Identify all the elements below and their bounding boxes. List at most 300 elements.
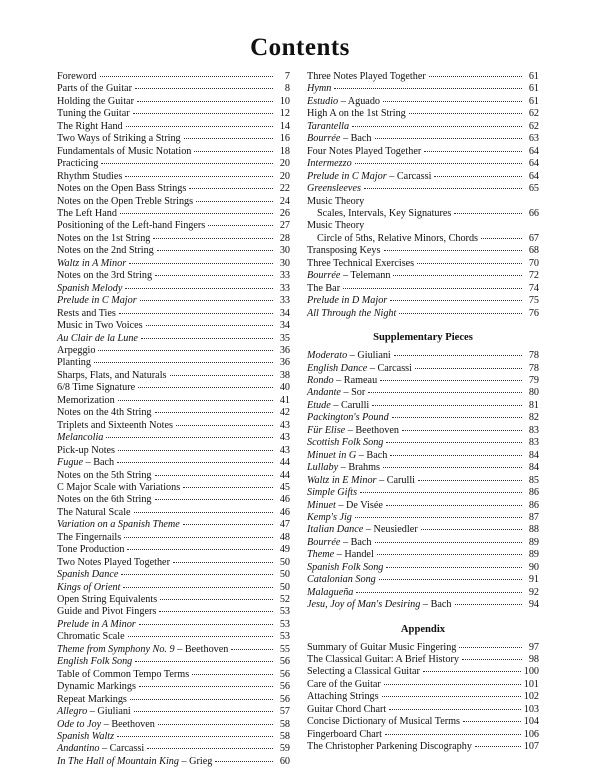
toc-entry-page-number: 33: [279, 282, 290, 294]
toc-entry-title: Three Technical Exercises: [307, 257, 415, 269]
toc-entry: [307, 121, 539, 133]
toc-leader-dots: [118, 400, 273, 401]
toc-entry-page-number: 87: [528, 511, 539, 523]
toc-entry-title: Holding the Guitar: [57, 95, 134, 107]
toc-entry-piece-title: Prelude in C Major: [307, 170, 387, 182]
toc-entry-piece-title: Simple Gifts: [307, 487, 358, 499]
toc-entry-page-number: 65: [528, 183, 539, 195]
toc-entry-title: [57, 569, 118, 581]
toc-entry-composer: – Sor: [340, 387, 366, 399]
toc-entry: [57, 569, 290, 581]
toc-entry: [307, 437, 539, 449]
toc-entry-title: Chromatic Scale: [57, 631, 125, 643]
toc-entry-page-number: 44: [279, 469, 290, 481]
toc-entry-title: [307, 363, 412, 375]
toc-entry-page-number: 70: [528, 257, 539, 269]
toc-entry: [57, 382, 290, 394]
toc-leader-dots: [125, 288, 273, 289]
toc-entry-title: Four Notes Played Together: [307, 145, 422, 157]
toc-entry-title: The Natural Scale: [57, 506, 131, 518]
toc-entry: [57, 507, 290, 519]
toc-entry-page-number: 7: [284, 71, 290, 82]
toc-entry-piece-title: Lullaby: [307, 462, 339, 474]
toc-entry-title: Selecting a Classical Guitar: [307, 666, 420, 678]
toc-entry-title: [307, 587, 353, 599]
toc-entry-title: Parts of the Guitar: [57, 83, 132, 95]
toc-entry-composer: – Aguado: [338, 95, 381, 107]
toc-entry-piece-title: Theme: [307, 549, 335, 561]
toc-entry-composer: – Bach: [340, 133, 372, 145]
toc-entry-page-number: 82: [528, 412, 539, 424]
toc-leader-dots: [192, 674, 273, 675]
toc-entry-page-number: 101: [523, 678, 539, 690]
toc-entry-piece-title: Spanish Melody: [57, 282, 123, 294]
toc-entry-composer: – Carcassi: [367, 362, 412, 374]
toc-entry-title: [307, 437, 383, 449]
toc-entry: [57, 320, 290, 332]
toc-entry: [307, 208, 539, 220]
toc-entry: [57, 594, 290, 606]
toc-leader-dots: [379, 579, 522, 580]
toc-entry-page-number: 89: [528, 549, 539, 561]
toc-leader-dots: [392, 417, 522, 418]
toc-leader-dots: [343, 288, 522, 289]
toc-entry-title: The Christopher Parkening Discography: [307, 741, 472, 753]
toc-entry-page-number: 14: [279, 120, 290, 132]
toc-entry-title: Positioning of the Left-hand Fingers: [57, 220, 206, 232]
toc-entry-page-number: 24: [279, 195, 290, 207]
toc-leader-dots: [208, 225, 273, 226]
toc-entry-page-number: 30: [279, 245, 290, 257]
toc-entry-title: Transposing Keys: [307, 245, 381, 257]
toc-entry-title: [57, 582, 120, 594]
toc-entry: [307, 363, 539, 375]
toc-entry-page-number: 103: [523, 703, 539, 715]
toc-entry-composer: – Bach: [356, 449, 388, 461]
toc-entry-piece-title: Spanish Folk Song: [307, 561, 384, 573]
toc-entry-title: Fingerboard Chart: [307, 728, 382, 740]
toc-entry-title: Rhythm Studies: [57, 170, 123, 182]
toc-leader-dots: [454, 213, 522, 214]
toc-leader-dots: [155, 275, 273, 276]
toc-entry-piece-title: Hymn: [307, 83, 332, 95]
toc-entry-title: Attaching Strings: [307, 691, 379, 703]
toc-entry: [307, 196, 539, 208]
toc-entry: [307, 171, 539, 183]
toc-entry-piece-title: Waltz in E Minor: [307, 474, 377, 486]
toc-entry: [57, 295, 290, 307]
toc-entry: [57, 631, 290, 643]
toc-entry: [57, 519, 290, 531]
toc-entry-page-number: 83: [528, 424, 539, 436]
toc-entry-title: Two Notes Played Together: [57, 556, 170, 568]
toc-entry: [57, 245, 290, 257]
toc-leader-dots: [386, 505, 522, 506]
toc-leader-dots: [423, 671, 521, 672]
toc-entry: [307, 295, 539, 307]
toc-entry-title: [307, 308, 396, 320]
toc-entry-title: [57, 258, 126, 270]
toc-entry-piece-title: All Through the Night: [307, 307, 397, 319]
toc-leader-dots: [125, 176, 273, 177]
toc-entry-piece-title: Minuet: [307, 499, 336, 511]
toc-leader-dots: [173, 562, 273, 563]
toc-entry-title: [57, 283, 122, 295]
toc-entry-page-number: 40: [279, 382, 290, 394]
toc-entry-page-number: 56: [279, 681, 290, 693]
toc-entry-page-number: 33: [279, 295, 290, 307]
supplementary-pieces-heading: Supplementary Pieces: [373, 332, 473, 344]
toc-entry: [307, 158, 539, 170]
toc-leader-dots: [372, 405, 522, 406]
toc-entry-piece-title: In The Hall of Mountain King: [57, 755, 179, 767]
toc-entry: [57, 183, 290, 195]
toc-entry-piece-title: Jesu, Joy of Man's Desiring: [307, 599, 421, 611]
toc-leader-dots: [127, 549, 273, 550]
toc-entry-page-number: 46: [279, 506, 290, 518]
toc-entry: [57, 669, 290, 681]
toc-entry-page-number: 53: [279, 631, 290, 643]
toc-entry: [57, 470, 290, 482]
toc-entry-page-number: 64: [528, 145, 539, 157]
toc-entry-page-number: 68: [528, 245, 539, 257]
toc-entry-page-number: 33: [279, 270, 290, 282]
toc-entry-title: Music Theory: [307, 195, 365, 207]
toc-entry-title: [57, 432, 103, 444]
toc-entry: [307, 108, 539, 120]
toc-left-column: [57, 71, 290, 768]
toc-entry: [57, 432, 290, 444]
toc-entry-page-number: 61: [528, 95, 539, 107]
toc-leader-dots: [139, 624, 273, 625]
toc-entry-title: [57, 756, 212, 768]
toc-right-column: [307, 71, 539, 754]
toc-entry-page-number: 28: [279, 232, 290, 244]
toc-entry-title: The Left Hand: [57, 207, 117, 219]
toc-entry-page-number: 34: [279, 307, 290, 319]
page-title: Contents: [250, 34, 350, 61]
toc-entry-piece-title: Prelude in A Minor: [57, 618, 136, 630]
toc-entry-title: [307, 462, 380, 474]
toc-leader-dots: [393, 275, 522, 276]
toc-leader-dots: [155, 499, 273, 500]
toc-entry: [57, 457, 290, 469]
toc-entry-page-number: 62: [528, 108, 539, 120]
toc-entry: [307, 425, 539, 437]
toc-entry-page-number: 34: [279, 320, 290, 332]
toc-entry-title: [57, 333, 138, 345]
toc-entry-title: Guide and Pivot Fingers: [57, 606, 157, 618]
toc-entry-title: [307, 158, 352, 170]
toc-leader-dots: [368, 392, 522, 393]
toc-entry-title: Notes on the Open Bass Strings: [57, 183, 187, 195]
toc-entry: [307, 133, 539, 145]
toc-entry-page-number: 50: [279, 569, 290, 581]
toc-entry-page-number: 22: [279, 183, 290, 195]
toc-leader-dots: [384, 684, 521, 685]
toc-leader-dots: [120, 213, 273, 214]
toc-entry-page-number: 8: [284, 83, 290, 95]
toc-entry-page-number: 64: [528, 170, 539, 182]
toc-entry-page-number: 10: [279, 95, 290, 107]
toc-leader-dots: [356, 592, 522, 593]
toc-entry: [57, 544, 290, 556]
toc-entry-page-number: 35: [279, 332, 290, 344]
toc-entry-page-number: 97: [528, 641, 539, 653]
toc-entry-title: Practicing: [57, 158, 99, 170]
toc-entry: [307, 487, 539, 499]
toc-entry: [57, 357, 290, 369]
toc-leader-dots: [129, 263, 273, 264]
toc-leader-dots: [176, 425, 273, 426]
toc-entry: [57, 606, 290, 618]
toc-entry-page-number: 53: [279, 606, 290, 618]
toc-leader-dots: [377, 554, 522, 555]
toc-entry: [307, 258, 539, 270]
toc-leader-dots: [140, 300, 273, 301]
toc-entry-page-number: 18: [279, 145, 290, 157]
toc-entry-page-number: 83: [528, 437, 539, 449]
toc-entry-title: [57, 743, 144, 755]
toc-entry: [57, 283, 290, 295]
toc-entry-page-number: 58: [279, 718, 290, 730]
toc-entry: [307, 245, 539, 257]
toc-entry-page-number: 50: [279, 581, 290, 593]
toc-entry-piece-title: Kings of Orient: [57, 581, 121, 593]
toc-leader-dots: [475, 746, 521, 747]
toc-entry-title: [307, 599, 452, 611]
toc-entry-page-number: 56: [279, 656, 290, 668]
toc-entry: [307, 500, 539, 512]
toc-entry-title: [307, 500, 383, 512]
toc-entry: [57, 395, 290, 407]
toc-entry: [307, 375, 539, 387]
toc-entry-title: Triplets and Sixteenth Notes: [57, 419, 173, 431]
toc-entry-title: [307, 475, 415, 487]
toc-entry: [57, 258, 290, 270]
toc-entry-page-number: 63: [528, 133, 539, 145]
toc-entry-page-number: 67: [528, 232, 539, 244]
toc-entry: [307, 475, 539, 487]
toc-entry-title: The Bar: [307, 282, 341, 294]
toc-entry: [307, 642, 539, 654]
toc-entry-composer: – Telemann: [340, 270, 391, 282]
toc-entry: [57, 308, 290, 320]
toc-entry-page-number: 27: [279, 220, 290, 232]
toc-leader-dots: [157, 250, 273, 251]
toc-entry: [57, 96, 290, 108]
toc-entry-title: [307, 512, 352, 524]
toc-entry: [57, 719, 290, 731]
toc-leader-dots: [153, 238, 273, 239]
toc-entry-title: Summary of Guitar Music Fingering: [307, 641, 457, 653]
toc-leader-dots: [352, 126, 522, 127]
toc-entry-composer: – Neusiedler: [363, 524, 418, 536]
toc-entry: [57, 196, 290, 208]
toc-entry-piece-title: Theme from Symphony No. 9: [57, 643, 175, 655]
toc-entry: [307, 233, 539, 245]
toc-entry-piece-title: Packington's Pound: [307, 412, 389, 424]
toc-entry-page-number: 20: [279, 158, 290, 170]
toc-entry-title: [307, 121, 349, 133]
toc-leader-dots: [386, 567, 522, 568]
toc-entry-page-number: 80: [528, 387, 539, 399]
toc-entry: [307, 400, 539, 412]
toc-leader-dots: [375, 542, 522, 543]
toc-entry-page-number: 42: [279, 407, 290, 419]
toc-entry: [307, 462, 539, 474]
toc-entry-title: [307, 83, 331, 95]
toc-leader-dots: [134, 512, 273, 513]
toc-entry-page-number: 46: [279, 494, 290, 506]
toc-leader-dots: [141, 338, 273, 339]
toc-entry: [57, 706, 290, 718]
toc-entry-title: Notes on the 4th String: [57, 407, 152, 419]
toc-leader-dots: [117, 736, 273, 737]
toc-entry-page-number: 55: [279, 643, 290, 655]
toc-entry-title: [57, 656, 132, 668]
toc-entry-piece-title: Andantino: [57, 743, 100, 755]
toc-entry-title: Dynamic Markings: [57, 681, 136, 693]
toc-entry-piece-title: Prelude in C Major: [57, 295, 137, 307]
toc-main-continued: [307, 71, 539, 320]
toc-entry-title: [307, 96, 380, 108]
toc-leader-dots: [334, 88, 522, 89]
toc-leader-dots: [383, 467, 522, 468]
toc-leader-dots: [380, 380, 522, 381]
toc-entry-piece-title: Prelude in D Major: [307, 295, 388, 307]
toc-entry-title: Sharps, Flats, and Naturals: [57, 369, 167, 381]
toc-entry-title: [307, 270, 390, 282]
toc-entry-piece-title: English Folk Song: [57, 656, 133, 668]
toc-entry-page-number: 38: [279, 369, 290, 381]
toc-entry-piece-title: Intermezzo: [307, 158, 352, 170]
toc-entry-composer: – Beethoven: [101, 718, 155, 730]
toc-entry: [307, 183, 539, 195]
toc-entry-page-number: 44: [279, 457, 290, 469]
toc-entry-title: [307, 524, 418, 536]
toc-entry: [307, 549, 539, 561]
toc-entry: [307, 704, 539, 716]
toc-leader-dots: [215, 761, 273, 762]
toc-entry-composer: – Beethoven: [174, 643, 229, 655]
toc-entry: [307, 524, 539, 536]
toc-leader-dots: [155, 412, 273, 413]
toc-entry: [57, 681, 290, 693]
toc-entry: [57, 557, 290, 569]
toc-entry-title: Circle of 5ths, Relative Minors, Chords: [317, 232, 479, 244]
toc-entry-composer: – Bach: [83, 457, 115, 469]
toc-entry-title: [307, 375, 377, 387]
toc-entry-title: Notes on the Open Treble Strings: [57, 195, 194, 207]
toc-entry-piece-title: Ode to Joy: [57, 718, 102, 730]
toc-entry-piece-title: Tarantella: [307, 120, 350, 132]
toc-entry: [307, 412, 539, 424]
toc-leader-dots: [434, 176, 522, 177]
toc-entry-page-number: 84: [528, 449, 539, 461]
toc-entry-composer: – Bach: [340, 536, 372, 548]
toc-entry-page-number: 94: [528, 599, 539, 611]
toc-leader-dots: [183, 487, 273, 488]
toc-entry-composer: – Bach: [420, 599, 452, 611]
toc-entry-piece-title: Allegro: [57, 706, 88, 718]
appendix-list: [307, 642, 539, 754]
toc-entry-page-number: 85: [528, 474, 539, 486]
toc-entry: [307, 537, 539, 549]
toc-leader-dots: [133, 113, 273, 114]
toc-leader-dots: [139, 686, 273, 687]
toc-entry-title: Notes on the 2nd String: [57, 245, 154, 257]
toc-entry-page-number: 84: [528, 462, 539, 474]
toc-entry-page-number: 43: [279, 444, 290, 456]
toc-entry: [307, 308, 539, 320]
toc-entry-title: Table of Common Tempo Terms: [57, 668, 190, 680]
toc-entry-title: Arpeggio: [57, 344, 96, 356]
toc-entry-page-number: 62: [528, 120, 539, 132]
toc-entry: [57, 644, 290, 656]
toc-entry-title: Music in Two Voices: [57, 320, 143, 332]
toc-leader-dots: [417, 263, 522, 264]
toc-entry-page-number: 45: [279, 481, 290, 493]
toc-entry: [307, 654, 539, 666]
toc-entry: [57, 370, 290, 382]
toc-entry: [307, 387, 539, 399]
toc-entry-composer: – Beethoven: [345, 424, 399, 436]
toc-entry: [307, 270, 539, 282]
toc-entry-page-number: 102: [523, 691, 539, 703]
toc-entry: [307, 562, 539, 574]
toc-entry-title: Two Ways of Striking a String: [57, 133, 181, 145]
toc-entry-title: [307, 487, 357, 499]
toc-leader-dots: [360, 492, 522, 493]
toc-entry-title: [307, 387, 365, 399]
toc-leader-dots: [130, 699, 273, 700]
toc-entry-title: The Fingernails: [57, 531, 122, 543]
toc-entry: [57, 582, 290, 594]
toc-entry-title: [307, 400, 369, 412]
toc-entry-composer: – Carulli: [376, 474, 416, 486]
toc-entry-piece-title: Moderato: [307, 350, 348, 362]
toc-entry-title: [307, 133, 372, 145]
toc-leader-dots: [124, 537, 273, 538]
toc-entry-piece-title: Bourrée: [307, 536, 341, 548]
toc-entry-page-number: 86: [528, 499, 539, 511]
toc-entry: [57, 532, 290, 544]
toc-entry-title: [307, 171, 431, 183]
toc-entry-composer: – Giuliani: [87, 706, 131, 718]
toc-entry-page-number: 74: [528, 282, 539, 294]
toc-entry: [307, 220, 539, 232]
toc-leader-dots: [402, 430, 522, 431]
toc-entry-title: [57, 519, 180, 531]
toc-entry-title: Notes on the 3rd String: [57, 270, 153, 282]
toc-entry-page-number: 106: [523, 728, 539, 740]
toc-entry-title: Notes on the 6th String: [57, 494, 152, 506]
toc-entry-page-number: 78: [528, 362, 539, 374]
toc-leader-dots: [135, 88, 273, 89]
toc-entry-piece-title: Spanish Waltz: [57, 731, 115, 743]
toc-entry: [57, 270, 290, 282]
toc-leader-dots: [98, 350, 273, 351]
toc-leader-dots: [194, 151, 273, 152]
toc-entry-page-number: 60: [279, 755, 290, 767]
toc-entry-page-number: 107: [523, 741, 539, 753]
toc-entry-title: Tone Production: [57, 544, 125, 556]
toc-entry: [307, 599, 539, 611]
toc-entry: [57, 158, 290, 170]
toc-entry-piece-title: Melancolia: [57, 432, 104, 444]
toc-entry-title: [57, 295, 137, 307]
